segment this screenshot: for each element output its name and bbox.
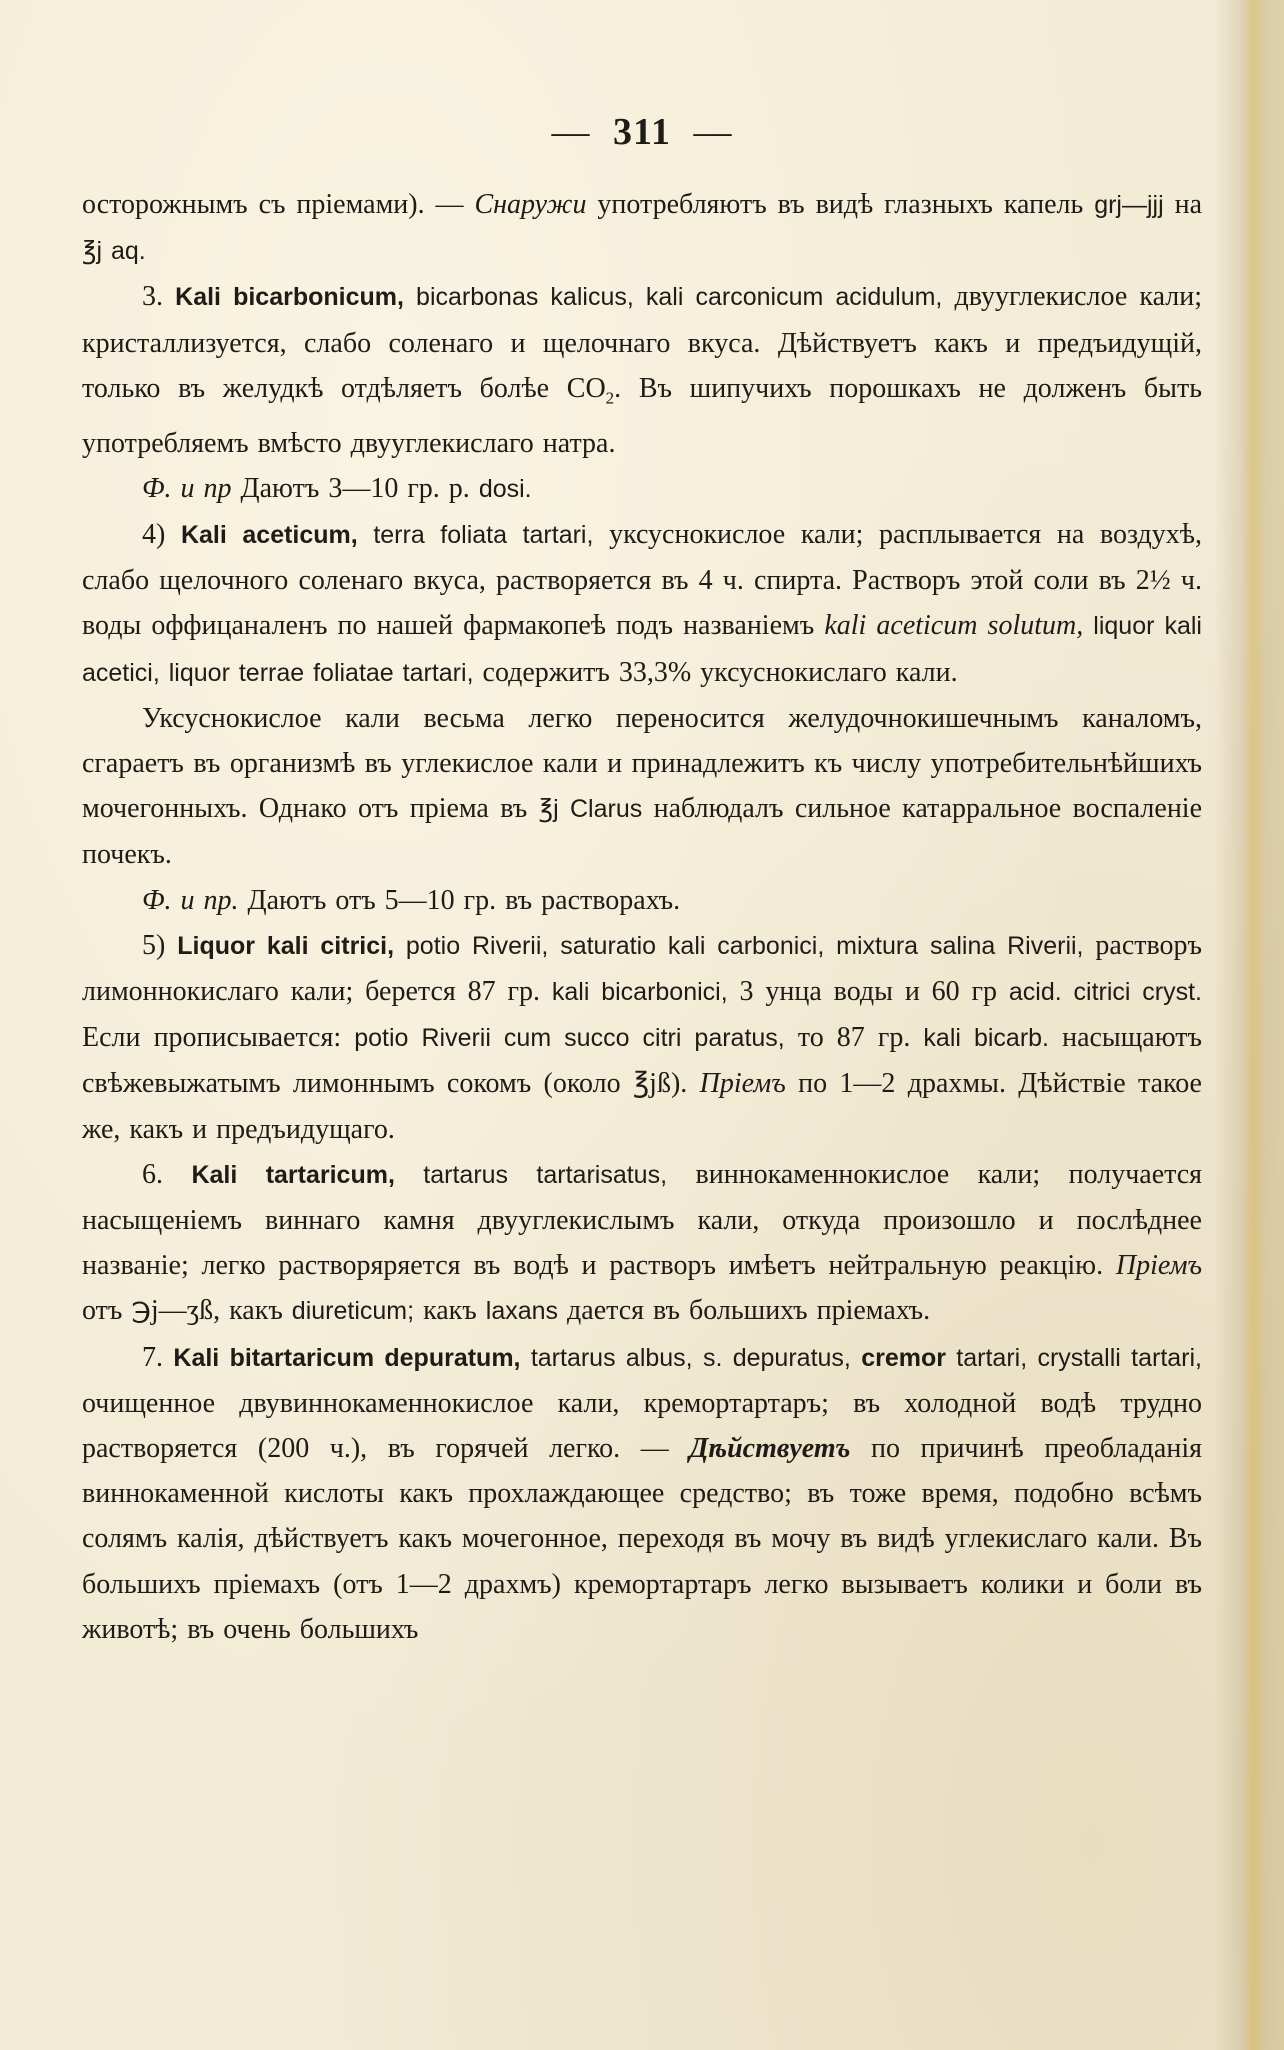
text-run: . Въ шипучихъ порошкахъ не долженъ быть употребляемъ вмѣсто двууглекислаго натра. [82, 372, 1202, 459]
text-run: tartari, crystalli tartari, [945, 1343, 1202, 1372]
text-run: 4) [142, 519, 181, 551]
text-run: ℥j aq. [82, 237, 146, 266]
page-fold-stain [1242, 0, 1266, 2050]
text-run: употребляютъ въ видѣ глазныхъ капель [586, 189, 1095, 220]
text-run: растворъ лимоннокислаго кали; берется 87 гр. [82, 929, 1203, 1008]
text-run: виннокаменнокислое кали; получается насыщеніемъ виннаго камня двууглекислымъ кали, откуда произошло и послѣднее названіе; легко растворяряется въ водѣ и растворъ имѣетъ нейтральную реакцію. [82, 1158, 1203, 1282]
paragraph-3 [82, 512, 1202, 696]
page-number-dash-left: — [551, 111, 591, 153]
text-run: 5) [142, 929, 178, 961]
text-run: по 1—2 драхмы. Дѣйствіе такое же, какъ и предъидущаго. [82, 1068, 1202, 1145]
text-run: Ф. и пр [142, 472, 232, 504]
text-run: tartarus tartarisatus, [394, 1160, 668, 1189]
text-run: 7. [142, 1341, 174, 1373]
text-run: Liquor kali citrici, [177, 931, 395, 960]
text-run: bicarbonas kalicus, kali carconicum acidulum, [403, 283, 943, 312]
text-run: dosi. [478, 474, 532, 503]
paragraph-6 [82, 923, 1202, 1152]
text-run: отъ ℈j—ʒß, какъ [82, 1295, 292, 1327]
page-number: 311 [613, 111, 671, 153]
text-run: по причинѣ преобладанія виннокаменной кислоты какъ прохлаждающее средство; въ тоже время, подобно всѣмъ солямъ калія, дѣйствуетъ какъ мочегонное, переходя въ мочу въ видѣ углекислаго кали. Въ большихъ пріемахъ (отъ 1—2 драхмъ) кремортартаръ легко вызываетъ колики и боли въ животѣ; въ очень большихъ [82, 1433, 1202, 1645]
text-run: diureticum; [291, 1297, 415, 1326]
paragraph-7 [82, 1152, 1202, 1335]
text-run: acid. citrici cryst. [1008, 978, 1202, 1007]
text-run: liquor kali acetici, liquor terrae foliatae tartari, [82, 612, 1202, 687]
text-run: terra foliata tartari, [357, 521, 594, 550]
paragraph-4 [82, 696, 1202, 878]
text-run: дается въ большихъ пріемахъ. [558, 1295, 931, 1327]
text-run: очищенное двувиннокаменнокислое кали, кремортартаръ; въ холодной водѣ трудно растворяется (200 ч.), въ горячей легко. — [82, 1387, 1202, 1465]
text-run: potio Riverii cum succo citri paratus, [354, 1024, 785, 1053]
text-run: содержитъ 33,3% уксуснокислаго кали. [473, 656, 958, 688]
paragraph-1 [82, 274, 1202, 465]
text-run: kali aceticum solutum, [824, 610, 1084, 642]
text-run: уксуснокислое кали; расплывается на воздухѣ, слабо щелочного соленаго вкуса, растворяется въ 4 ч. спирта. Растворъ этой соли въ 2½ ч. воды оффицаналенъ по нашей фармакопеѣ подъ названіемъ [82, 519, 1202, 642]
text-run: Если прописывается: [82, 1022, 355, 1054]
text-run: grj—jjj [1094, 191, 1164, 219]
text-run: Пріемъ [699, 1068, 786, 1100]
page-number-dash-right: — [693, 111, 733, 153]
text-run: potio Riverii, saturatio kali carbonici, mixtura salina Riverii, [394, 931, 1084, 960]
text-run: на [1163, 189, 1202, 220]
text-run: Пріемъ [1115, 1250, 1202, 1282]
text-run: осторожнымъ съ пріемами). — [82, 189, 475, 220]
text-run: Kali bitartaricum depuratum, [173, 1343, 521, 1372]
paragraph-5 [82, 878, 1202, 923]
text-run: Kali tartaricum, [191, 1160, 395, 1189]
text-run: Даютъ отъ 5—10 гр. въ растворахъ. [238, 884, 681, 916]
text-run: насыщаютъ свѣжевыжатымъ лимоннымъ сокомъ (около ℥jß). [82, 1022, 1202, 1100]
text-run: двууглекислое кали; кристаллизуется, слабо соленаго и щелочнаго вкуса. Дѣйствуетъ какъ и предъидущій, только въ желудкѣ отдѣляетъ болѣе СО [82, 281, 1202, 404]
text-run: 3. [142, 281, 176, 313]
text-run: Дѣйствуетъ [689, 1433, 851, 1465]
text-run: laxans [485, 1297, 559, 1326]
text-run: cremor [850, 1343, 946, 1372]
text-run: Уксуснокислое кали весьма легко переносится желудочнокишечнымъ каналомъ, сгараетъ въ организмѣ въ углекислое кали и принадлежитъ къ числу употребительнѣйшихъ мочегонныхъ. Однако отъ пріема въ [82, 702, 1202, 825]
text-run: какъ [414, 1295, 486, 1327]
text-run: kali bicarb. [923, 1024, 1049, 1053]
paragraph-8 [82, 1335, 1202, 1652]
text-run: kali bicarbonici, [551, 978, 728, 1007]
text-run: наблюдалъ сильное катарральное воспаленіе почекъ. [82, 793, 1203, 871]
text-run: Ф. и пр. [142, 884, 239, 916]
page-number-header [82, 110, 1202, 154]
text-run: Kali aceticum, [180, 521, 358, 550]
text-run: Kali bicarbonicum, [175, 283, 404, 312]
text-run: ℥j Clarus [538, 795, 643, 824]
text-run: tartarus albus, s. depuratus, [520, 1343, 851, 1372]
body-text [82, 182, 1202, 1652]
text-run: 2 [605, 388, 615, 408]
book-page [82, 110, 1202, 1652]
text-run: то 87 гр. [784, 1022, 924, 1054]
paragraph-2 [82, 466, 1202, 512]
paragraph-0 [82, 182, 1202, 274]
text-run: Даютъ 3—10 гр. р. [231, 472, 479, 504]
text-run: 3 унца воды и 60 гр [727, 976, 1009, 1008]
text-run: 6. [142, 1158, 192, 1190]
text-run: Снаружи [474, 189, 587, 220]
